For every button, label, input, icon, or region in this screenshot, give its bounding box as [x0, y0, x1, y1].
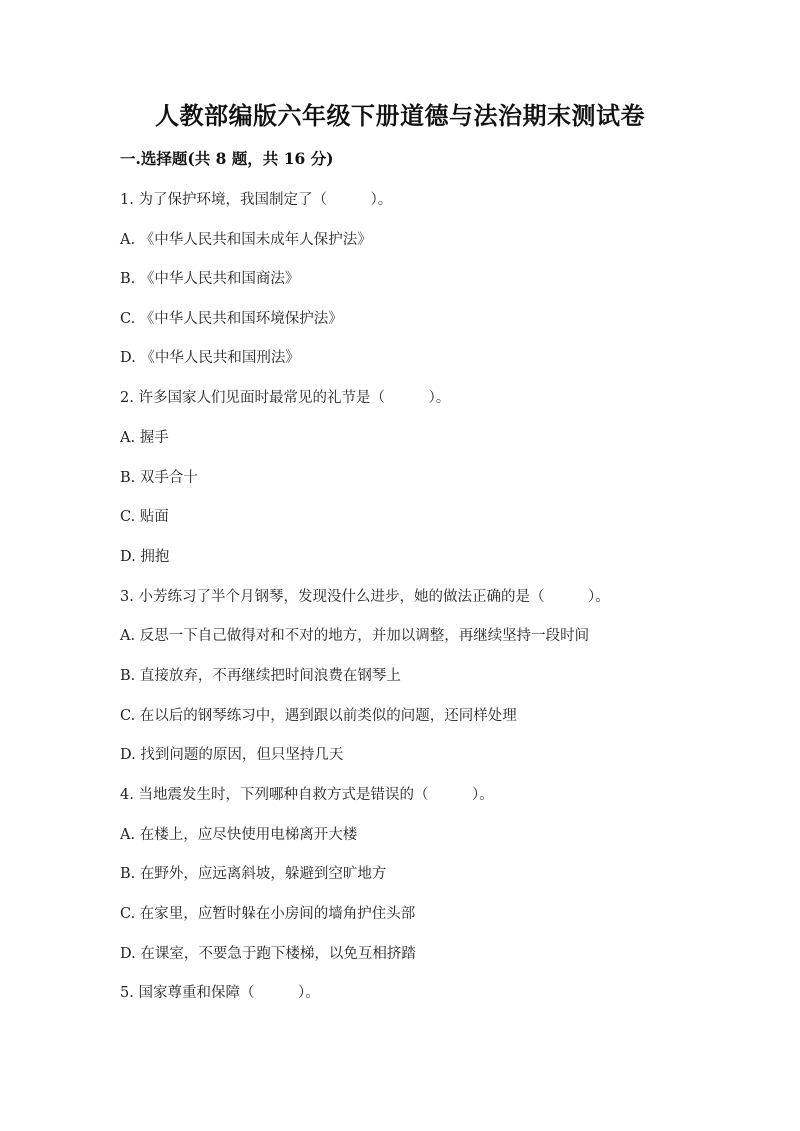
question-2-option-d: D. 拥抱: [120, 549, 170, 565]
question-4-option-d: D. 在课室，不要急于跑下楼梯，以免互相挤踏: [120, 946, 416, 962]
question-2-option-a: A. 握手: [120, 430, 169, 446]
question-1-option-b: B. 《中华人民共和国商法》: [120, 271, 300, 287]
question-4-option-a: A. 在楼上，应尽快使用电梯离开大楼: [120, 827, 358, 843]
question-3-stem: 3. 小芳练习了半个月钢琴，发现没什么进步，她的做法正确的是（ ）。: [120, 589, 610, 605]
question-2-stem: 2. 许多国家人们见面时最常见的礼节是（ ）。: [120, 390, 451, 406]
question-3-option-c: C. 在以后的钢琴练习中，遇到跟以前类似的问题，还同样处理: [120, 708, 517, 724]
question-4-option-b: B. 在野外，应远离斜坡，躲避到空旷地方: [120, 866, 387, 882]
question-3-option-b: B. 直接放弃，不再继续把时间浪费在钢琴上: [120, 668, 401, 684]
question-4-option-c: C. 在家里，应暂时躲在小房间的墙角护住头部: [120, 906, 416, 922]
question-3-option-d: D. 找到问题的原因，但只坚持几天: [120, 747, 344, 763]
page-title: 人教部编版六年级下册道德与法治期末测试卷: [155, 101, 645, 130]
question-1-option-c: C. 《中华人民共和国环境保护法》: [120, 311, 343, 327]
question-3-option-a: A. 反思一下自己做得对和不对的地方，并加以调整，再继续坚持一段时间: [120, 628, 590, 644]
question-5-stem: 5. 国家尊重和保障（ ）。: [120, 985, 320, 1001]
question-1-stem: 1. 为了保护环境，我国制定了（ ）。: [120, 192, 393, 208]
question-4-stem: 4. 当地震发生时，下列哪种自救方式是错误的（ ）。: [120, 787, 494, 803]
section-heading: 一.选择题(共 8 题，共 16 分): [120, 149, 334, 168]
question-1-option-a: A. 《中华人民共和国未成年人保护法》: [120, 232, 372, 248]
question-1-option-d: D. 《中华人民共和国刑法》: [120, 350, 300, 366]
question-2-option-c: C. 贴面: [120, 509, 169, 525]
question-2-option-b: B. 双手合十: [120, 470, 198, 486]
